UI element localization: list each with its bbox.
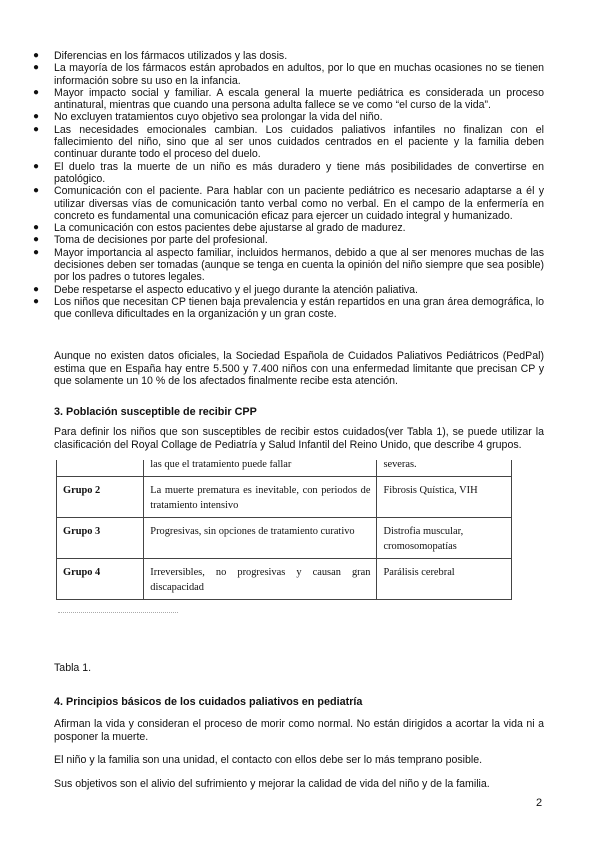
- table-cell-description: Progresivas, sin opciones de tratamiento curativo: [144, 518, 377, 559]
- bullet-icon: ●: [33, 283, 40, 295]
- bullet-icon: ●: [33, 86, 40, 98]
- table-cell-group: Grupo 3: [57, 518, 144, 559]
- page-number: 2: [536, 797, 543, 809]
- table-cell-description: Irreversibles, no progresivas y causan gran discapacidad: [144, 559, 377, 600]
- table-cell-group: Grupo 2: [57, 477, 144, 518]
- pedpal-paragraph: Aunque no existen datos oficiales, la Sociedad Española de Cuidados Paliativos Pediátricos (PedPal) estima que en España hay entre 5.500 y 7.400 niños con una enfermedad limitante que precisan CP y que solamente un 10 % de los afectados finalmente recibe esta atención.: [54, 350, 544, 388]
- bullet-item: ● Debe respetarse el aspecto educativo y el juego durante la atención paliativa.: [33, 283, 418, 296]
- table-cell-group: [57, 460, 144, 477]
- differences-bullet-list: [28, 50, 544, 321]
- section-3-heading: 3. Población susceptible de recibir CPP: [54, 406, 257, 418]
- table-row: [57, 460, 512, 477]
- bullet-item: ● No excluyen tratamientos cuyo objetivo sea prolongar la vida del niño.: [33, 111, 383, 124]
- bullet-item: ● Las necesidades emocionales cambian. Los cuidados paliativos infantiles no finalizan con el fallecimiento del niño, sino que al ser unos cuidados centrados en el paciente y la familia deben continuar durante todo el proceso del duelo.: [33, 123, 544, 161]
- section-4-heading: 4. Principios básicos de los cuidados paliativos en pediatría: [54, 696, 363, 708]
- bullet-icon: ●: [33, 246, 40, 258]
- table-cell-example: Fibrosis Quística, VIH: [377, 477, 512, 518]
- table-row: [57, 559, 512, 600]
- groups-table: [56, 460, 512, 600]
- bullet-icon: ●: [33, 185, 40, 197]
- bullet-item: ● Mayor impacto social y familiar. A escala general la muerte pediátrica es considerada un proceso antinatural, mientras que cuando una persona adulta fallece se ve como “el curso de la vida”.: [33, 86, 544, 112]
- bullet-item: ● El duelo tras la muerte de un niño es más duradero y tiene más posibilidades de convertirse en patológico.: [33, 160, 544, 185]
- table-cell-group: Grupo 4: [57, 559, 144, 600]
- bullet-icon: ●: [33, 160, 40, 172]
- table-cell-description: La muerte prematura es inevitable, con periodos de tratamiento intensivo: [144, 477, 377, 518]
- bullet-item: ● Diferencias en los fármacos utilizados y las dosis.: [33, 50, 288, 62]
- bullet-icon: ●: [33, 62, 40, 74]
- bullet-icon: ●: [33, 50, 40, 61]
- cropped-edge-divider: [58, 612, 178, 617]
- bullet-icon: ●: [33, 234, 40, 246]
- section-4-paragraph: Sus objetivos son el alivio del sufrimiento y mejorar la calidad de vida del niño y de la familia.: [54, 778, 490, 790]
- table-cell-example: Parálisis cerebral: [377, 559, 512, 600]
- section-4-paragraph: El niño y la familia son una unidad, el contacto con ellos debe ser lo más temprano posible.: [54, 754, 483, 766]
- bullet-icon: ●: [33, 123, 40, 135]
- bullet-item: ● La mayoría de los fármacos están aprobados en adultos, por lo que en muchas ocasiones no se tienen información sobre su uso en la infancia.: [33, 62, 544, 87]
- section-4-paragraph: Afirman la vida y consideran el proceso de morir como normal. No están dirigidos a acortar la vida ni a posponer la muerte.: [54, 718, 544, 743]
- bullet-item: ● Comunicación con el paciente. Para hablar con un paciente pediátrico es necesario adaptarse a él y utilizar diversas vías de comunicación tanto verbal como no verbal. En el campo de la enfermería en concreto es fundamental una comunicación eficaz para ejercer un cuidado integral y humanizado.: [33, 185, 544, 222]
- bullet-item: ● La comunicación con estos pacientes debe ajustarse al grado de madurez.: [33, 222, 406, 235]
- table-caption: Tabla 1.: [54, 662, 92, 674]
- groups-table-figure: [54, 460, 514, 620]
- table-row: [57, 477, 512, 518]
- bullet-item: ● Mayor importancia al aspecto familiar, incluidos hermanos, debido a que al ser menores muchas de las decisiones deben ser tomadas (aunque se tenga en cuenta la opinión del niño siempre que sea posible) por los padres o tutores legales.: [33, 246, 544, 284]
- bullet-item: ● Los niños que necesitan CP tienen baja prevalencia y están repartidos en una gran área demográfica, lo que conlleva dificultades en la organización y un gran coste.: [33, 295, 544, 321]
- bullet-icon: ●: [33, 222, 40, 234]
- bullet-item: ● Toma de decisiones por parte del profesional.: [33, 234, 268, 247]
- section-3-paragraph: Para definir los niños que son susceptibles de recibir estos cuidados(ver Tabla 1), se puede utilizar la clasificación del Royal Collage de Pediatría y Salud Infantil del Reino Unido, que describe 4 grupos.: [54, 426, 544, 451]
- table-cell-example: Distrofia muscular, cromosomopatías: [377, 518, 512, 559]
- table-row: [57, 518, 512, 559]
- table-cell-description: las que el tratamiento puede fallar: [144, 460, 377, 477]
- bullet-icon: ●: [33, 295, 40, 307]
- bullet-icon: ●: [33, 111, 40, 123]
- table-cell-example: severas.: [377, 460, 512, 477]
